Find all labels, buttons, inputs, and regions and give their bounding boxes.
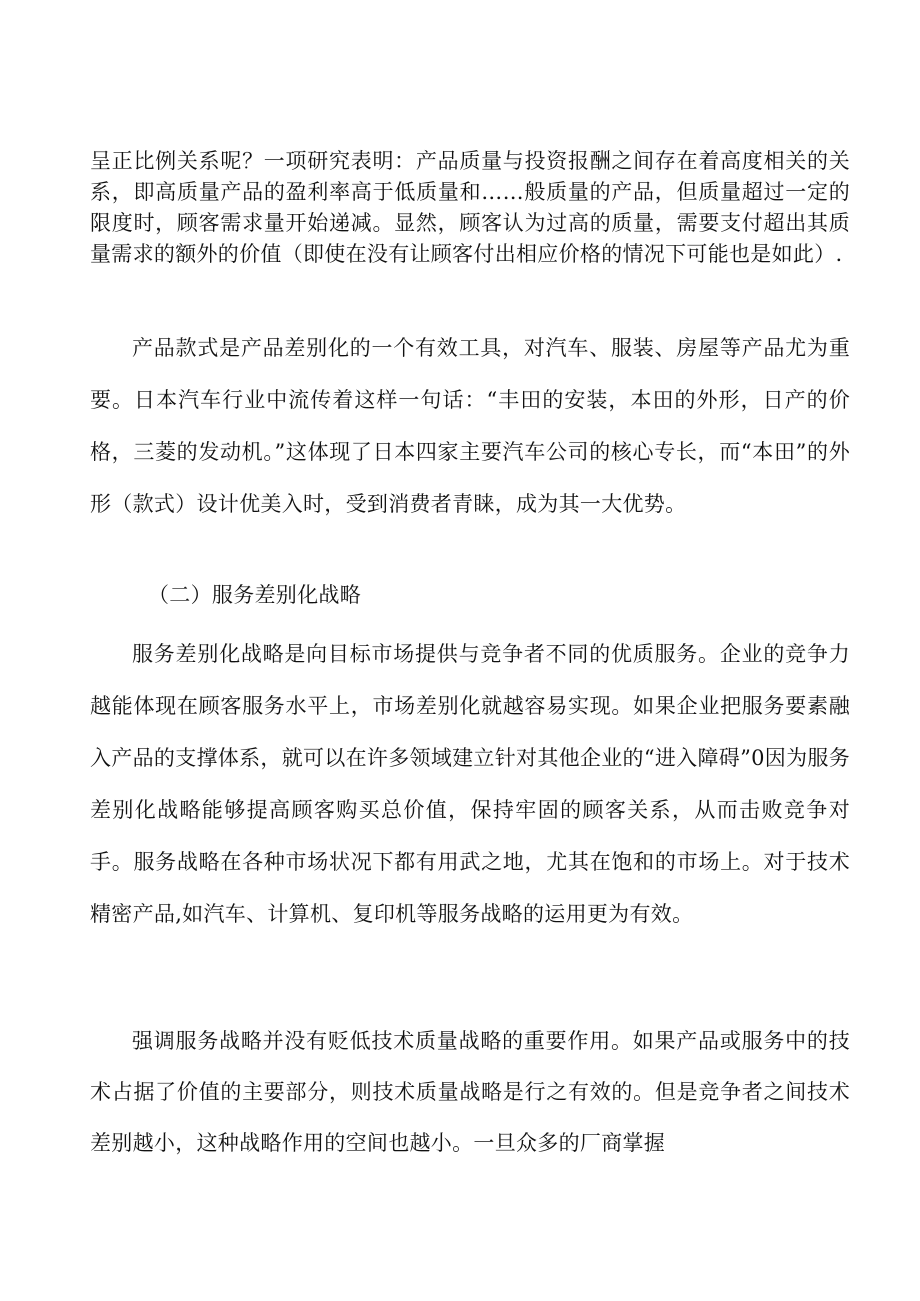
paragraph-technical-quality: 强调服务战略并没有贬低技术质量战略的重要作用。如果产品或服务中的技术占据了价值的主要部分，则技术质量战略是行之有效的。但是竞争者之间技术差别越小，这种战略作用的空间也越小。一旦众多的厂商掌握: [90, 1029, 850, 1155]
paragraph-product-style: 产品款式是产品差别化的一个有效工具，对汽车、服装、房屋等产品尤为重要。日本汽车行业中流传着这样一句话：“丰田的安装，本田的外形，日产的价格，三菱的发动机。”这体现了日本四家主要汽车公司的核心专长，而“本田”的外形（款式）设计优美入时，受到消费者青睐，成为其一大优势。: [90, 336, 850, 516]
paragraph-service-strategy: 服务差别化战略是向目标市场提供与竞争者不同的优质服务。企业的竞争力越能体现在顾客服务水平上，市场差别化就越容易实现。如果企业把服务要素融入产品的支撑体系，就可以在许多领域建立针对其他企业的“进入障碍”0因为服务差别化战略能够提高顾客购买总价值，保持牢固的顾客关系，从而击败竞争对手。服务战略在各种市场状况下都有用武之地，尤其在饱和的市场上。对于技术精密产品,如汽车、计算机、复印机等服务战略的运用更为有效。: [90, 642, 850, 926]
paragraph-quality-returns: 呈正比例关系呢？一项研究表明：产品质量与投资报酬之间存在着高度相关的关系，即高质量产品的盈利率高于低质量和……般质量的产品，但质量超过一定的限度时，顾客需求量开始递减。显然，顾客认为过高的质量，需要支付超出其质量需求的额外的价值（即使在没有让顾客付出相应价格的情况下可能也是如此）.: [90, 149, 850, 266]
section-heading-service-differentiation: （二）服务差别化战略: [148, 583, 361, 607]
